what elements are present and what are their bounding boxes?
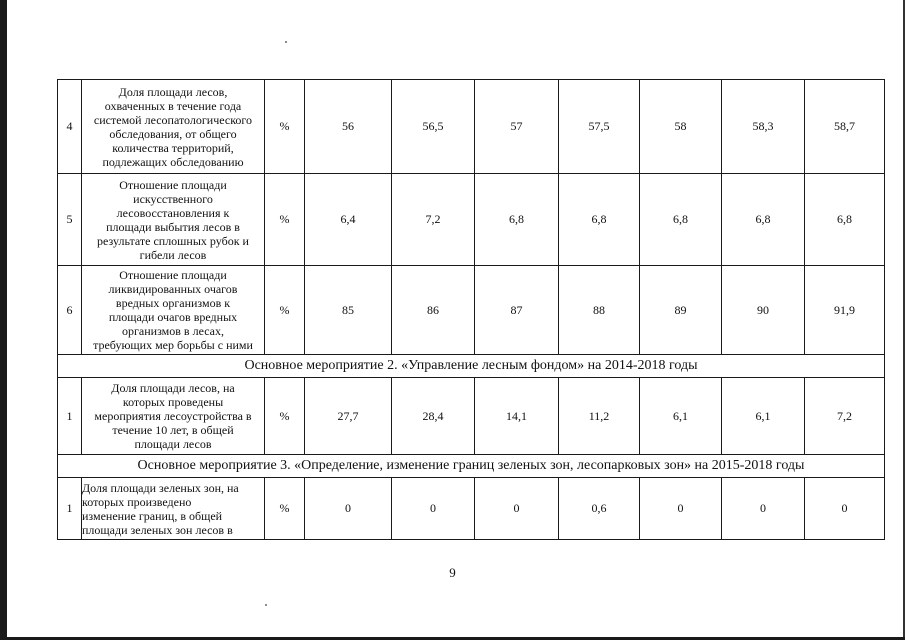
unit-cell: % — [265, 80, 305, 174]
unit-cell: % — [265, 174, 305, 266]
value-cell: 7,2 — [805, 378, 885, 455]
section-title: Основное мероприятие 3. «Определение, изменение границ зеленых зон, лесопарковых зон» на 2015-2018 годы — [58, 455, 885, 478]
value-cell: 0 — [805, 478, 885, 540]
page-number: 9 — [449, 565, 456, 580]
value-cell: 6,1 — [640, 378, 722, 455]
row-number: 6 — [58, 266, 82, 355]
value-cell: 28,4 — [392, 378, 475, 455]
value-cell: 0,6 — [559, 478, 640, 540]
value-cell: 0 — [640, 478, 722, 540]
value-cell: 7,2 — [392, 174, 475, 266]
value-cell: 58,7 — [805, 80, 885, 174]
value-cell: 0 — [475, 478, 559, 540]
value-cell: 6,1 — [722, 378, 805, 455]
scan-speck — [265, 604, 267, 606]
row-number: 1 — [58, 478, 82, 540]
value-cell: 0 — [305, 478, 392, 540]
value-cell: 27,7 — [305, 378, 392, 455]
scan-left-border — [0, 0, 7, 640]
value-cell: 6,8 — [559, 174, 640, 266]
value-cell: 6,8 — [722, 174, 805, 266]
table-row — [58, 80, 885, 174]
value-cell: 0 — [722, 478, 805, 540]
value-cell: 56 — [305, 80, 392, 174]
value-cell: 91,9 — [805, 266, 885, 355]
unit-cell: % — [265, 378, 305, 455]
value-cell: 6,4 — [305, 174, 392, 266]
section-header-row — [58, 355, 885, 378]
row-number: 4 — [58, 80, 82, 174]
value-cell: 14,1 — [475, 378, 559, 455]
value-cell: 6,8 — [640, 174, 722, 266]
unit-cell: % — [265, 266, 305, 355]
scan-speck — [285, 41, 287, 43]
indicators-table — [57, 79, 885, 540]
unit-cell: % — [265, 478, 305, 540]
value-cell: 6,8 — [475, 174, 559, 266]
row-number: 1 — [58, 378, 82, 455]
table-row — [58, 266, 885, 355]
value-cell: 58,3 — [722, 80, 805, 174]
value-cell: 57,5 — [559, 80, 640, 174]
table-row — [58, 174, 885, 266]
value-cell: 58 — [640, 80, 722, 174]
value-cell: 6,8 — [805, 174, 885, 266]
row-number: 5 — [58, 174, 82, 266]
value-cell: 90 — [722, 266, 805, 355]
value-cell: 85 — [305, 266, 392, 355]
table-row — [58, 478, 885, 540]
section-header-row — [58, 455, 885, 478]
value-cell: 57 — [475, 80, 559, 174]
value-cell: 88 — [559, 266, 640, 355]
value-cell: 56,5 — [392, 80, 475, 174]
value-cell: 86 — [392, 266, 475, 355]
indicator-description: Отношение площади искусственного лесовосстановления к площади выбытия лесов в результате сплошных рубок и гибели лесов — [82, 174, 265, 266]
indicator-description: Доля площади лесов, на которых проведены мероприятия лесоустройства в течение 10 лет, в общей площади лесов — [82, 378, 265, 455]
table-row — [58, 378, 885, 455]
value-cell: 11,2 — [559, 378, 640, 455]
section-title: Основное мероприятие 2. «Управление лесным фондом» на 2014-2018 годы — [58, 355, 885, 378]
value-cell: 89 — [640, 266, 722, 355]
indicator-description: Доля площади зеленых зон, на которых произведено изменение границ, в общей площади зеленых зон лесов в — [82, 478, 265, 540]
indicator-description: Отношение площади ликвидированных очагов вредных организмов к площади очагов вредных организмов в лесах, требующих мер борьбы с ними — [82, 266, 265, 355]
value-cell: 0 — [392, 478, 475, 540]
value-cell: 87 — [475, 266, 559, 355]
indicator-description: Доля площади лесов, охваченных в течение года системой лесопатологического обследования, от общего количества территорий, подлежащих обследованию — [82, 80, 265, 174]
